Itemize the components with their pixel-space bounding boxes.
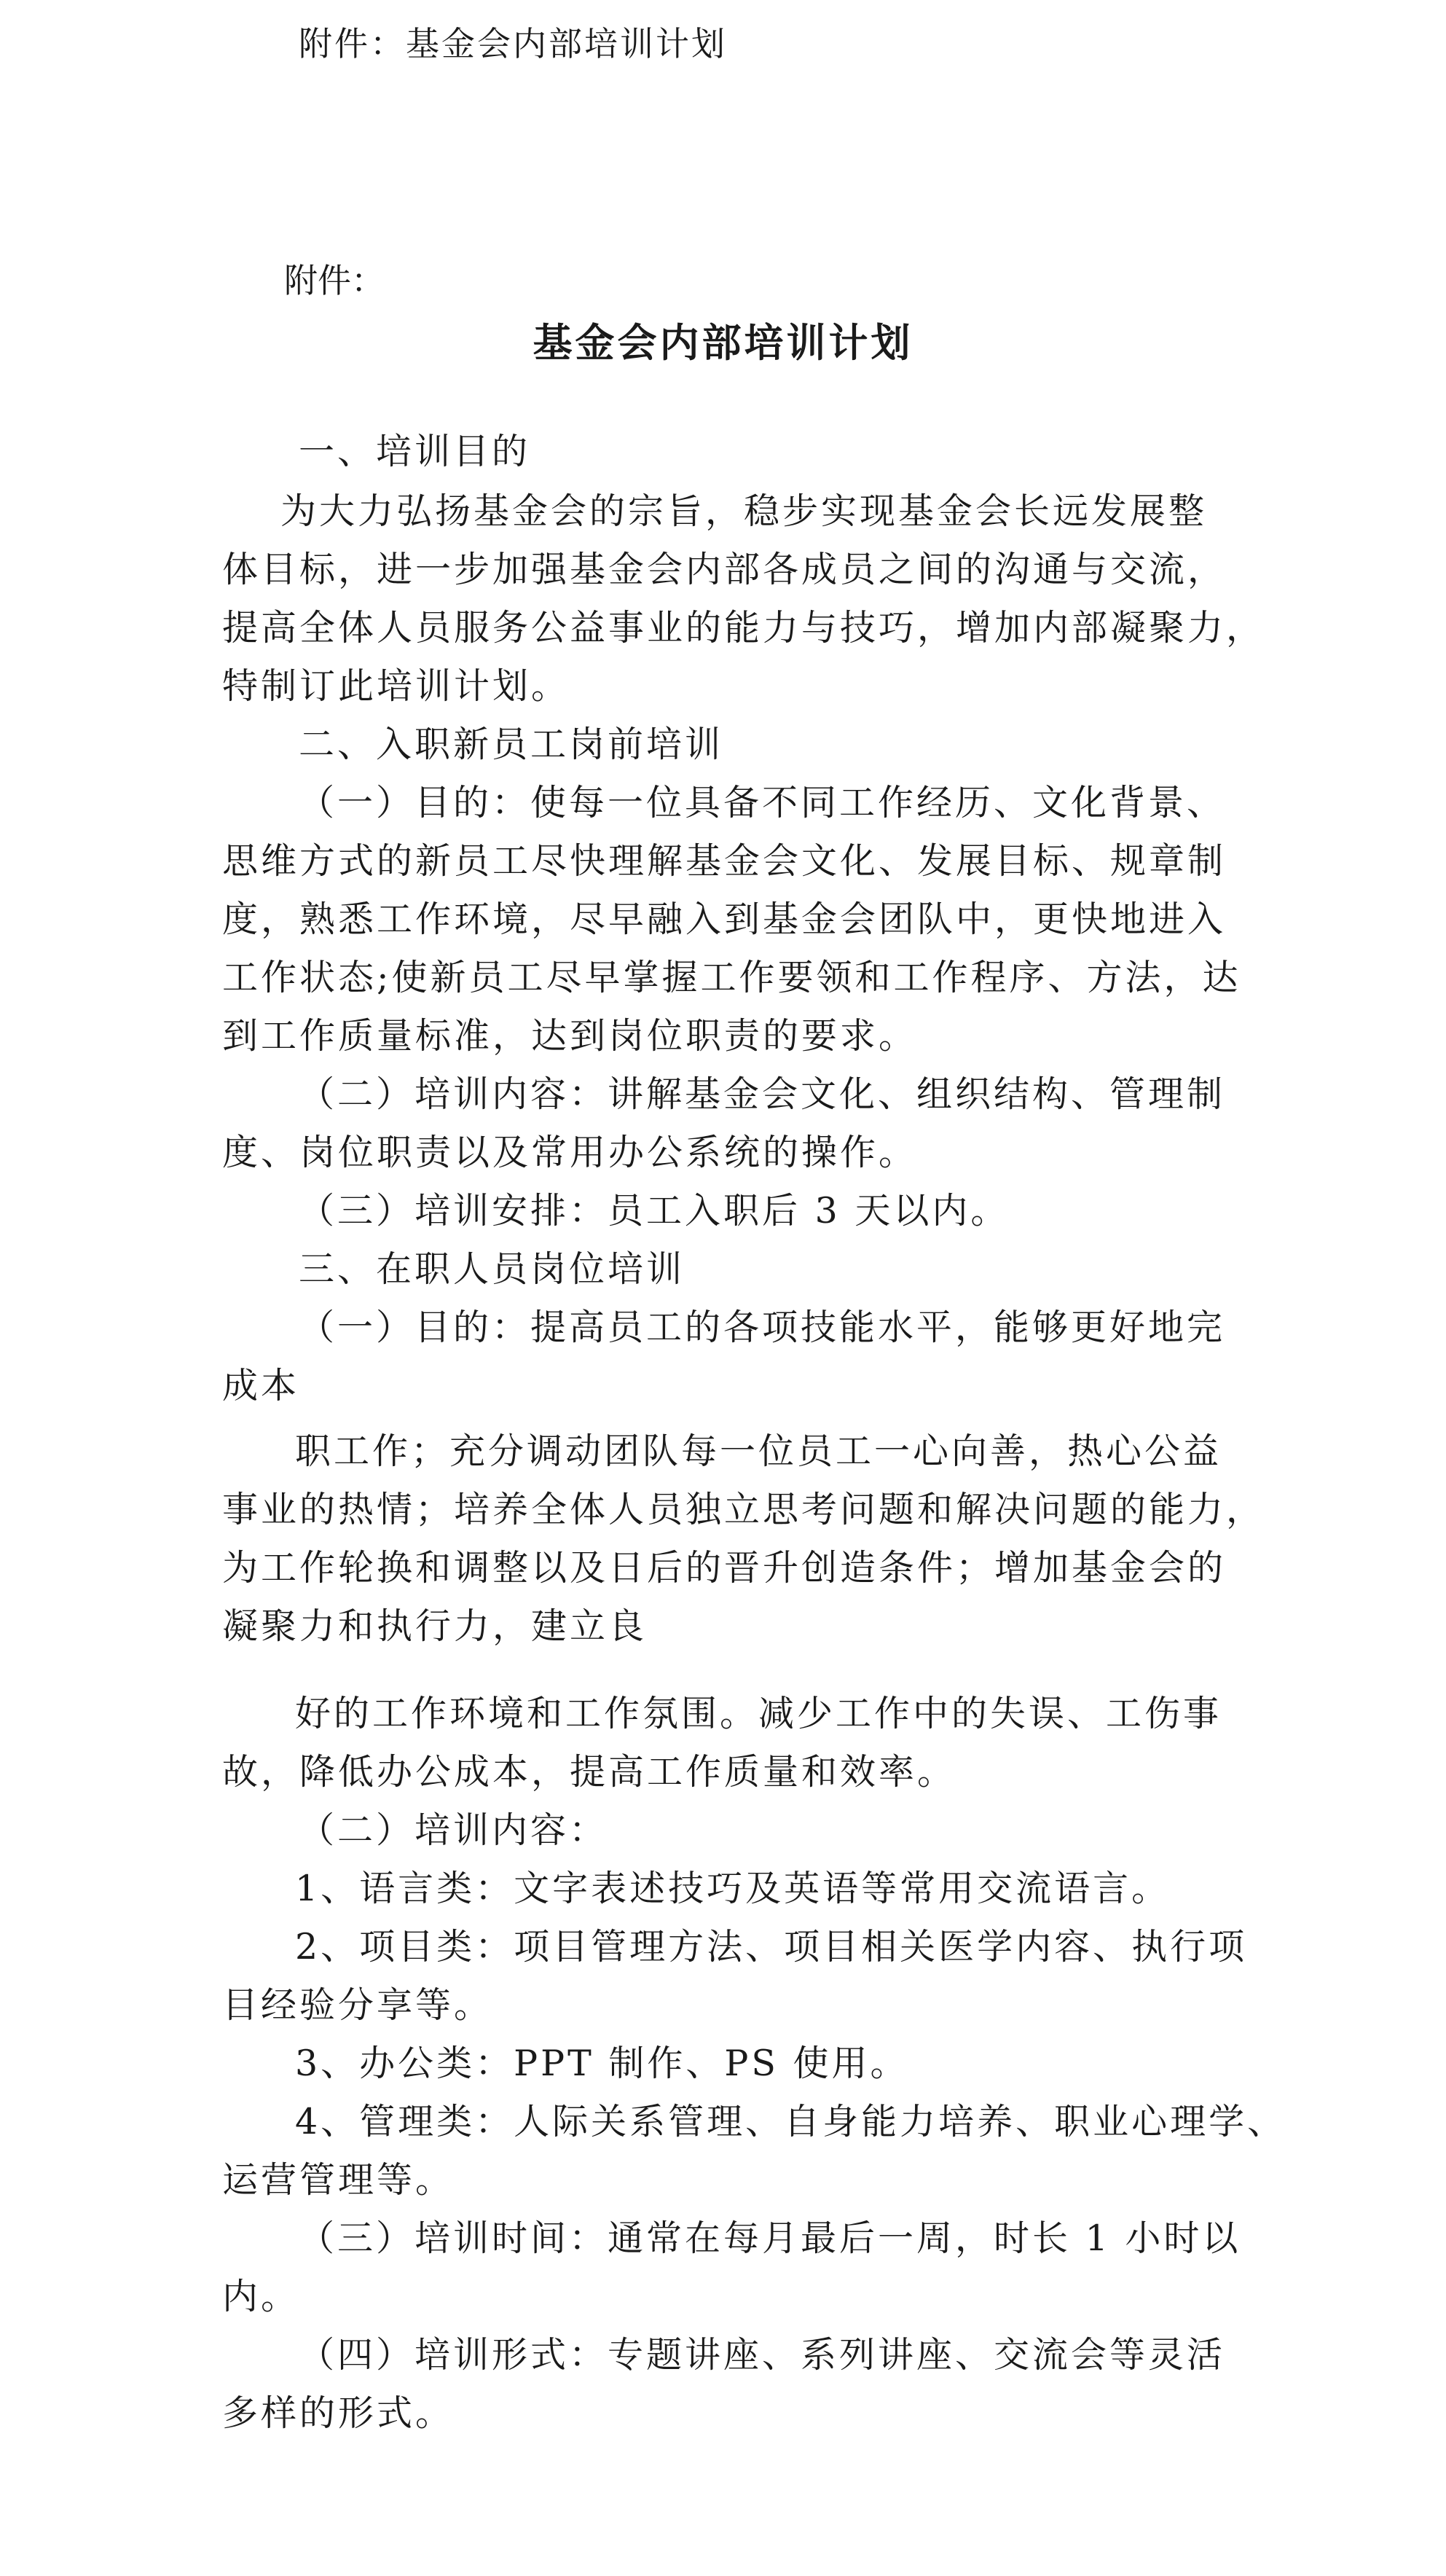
section-heading: 一、培训目的 [299, 431, 531, 472]
paragraph-line: 好的工作环境和工作氛围。减少工作中的失误、工伤事 [295, 1693, 1222, 1734]
paragraph-line: （四）培训形式：专题讲座、系列讲座、交流会等灵活 [299, 2334, 1226, 2376]
paragraph-line: 故，降低办公成本，提高工作质量和效率。 [222, 1751, 956, 1793]
paragraph-line: 3、办公类：PPT 制作、PS 使用。 [295, 2043, 909, 2084]
section-heading: 三、在职人员岗位培训 [299, 1248, 685, 1290]
section-heading: 二、入职新员工岗前培训 [299, 724, 724, 765]
paragraph-line: （一）目的：提高员工的各项技能水平，能够更好地完 [299, 1307, 1226, 1348]
paragraph-line: （三）培训时间：通常在每月最后一周，时长 1 小时以 [299, 2217, 1241, 2259]
attachment-label: 附件： [284, 261, 385, 300]
paragraph-line: 为大力弘扬基金会的宗旨，稳步实现基金会长远发展整 [280, 490, 1208, 532]
paragraph-line: 运营管理等。 [222, 2159, 455, 2201]
paragraph-line: 思维方式的新员工尽快理解基金会文化、发展目标、规章制 [222, 840, 1227, 882]
paragraph-line: 度、岗位职责以及常用办公系统的操作。 [222, 1132, 918, 1173]
paragraph-line: 2、项目类：项目管理方法、项目相关医学内容、执行项 [295, 1926, 1248, 1968]
paragraph-line: 凝聚力和执行力，建立良 [222, 1605, 648, 1647]
paragraph-line: （三）培训安排：员工入职后 3 天以内。 [299, 1190, 1010, 1232]
paragraph-line: 目经验分享等。 [222, 1984, 493, 2026]
paragraph-line: 4、管理类：人际关系管理、自身能力培养、职业心理学、 [295, 2101, 1286, 2142]
paragraph-line: 提高全体人员服务公益事业的能力与技巧，增加内部凝聚力， [222, 607, 1265, 649]
attachment-header: 附件：基金会内部培训计划 [299, 24, 727, 63]
paragraph-line: 事业的热情；培养全体人员独立思考问题和解决问题的能力， [222, 1489, 1265, 1530]
paragraph-line: （一）目的：使每一位具备不同工作经历、文化背景、 [299, 782, 1226, 823]
paragraph-line: （二）培训内容：讲解基金会文化、组织结构、管理制 [299, 1073, 1226, 1115]
paragraph-line: 职工作；充分调动团队每一位员工一心向善，热心公益 [295, 1430, 1222, 1472]
paragraph-line: 成本 [222, 1365, 300, 1406]
paragraph-line: 体目标，进一步加强基金会内部各成员之间的沟通与交流， [222, 549, 1227, 590]
paragraph-line: 为工作轮换和调整以及日后的晋升创造条件；增加基金会的 [222, 1547, 1227, 1589]
paragraph-line: 度，熟悉工作环境，尽早融入到基金会团队中，更快地进入 [222, 899, 1227, 940]
paragraph-line: 工作状态;使新员工尽早掌握工作要领和工作程序、方法，达 [222, 957, 1241, 998]
document-title: 基金会内部培训计划 [533, 319, 913, 366]
paragraph-line: 多样的形式。 [222, 2392, 455, 2434]
paragraph-line: （二）培训内容： [299, 1809, 608, 1851]
paragraph-line: 1、语言类：文字表述技巧及英语等常用交流语言。 [295, 1868, 1171, 1909]
paragraph-line: 特制订此培训计划。 [222, 665, 570, 707]
paragraph-line: 内。 [222, 2276, 300, 2317]
paragraph-line: 到工作质量标准，达到岗位职责的要求。 [222, 1015, 918, 1057]
